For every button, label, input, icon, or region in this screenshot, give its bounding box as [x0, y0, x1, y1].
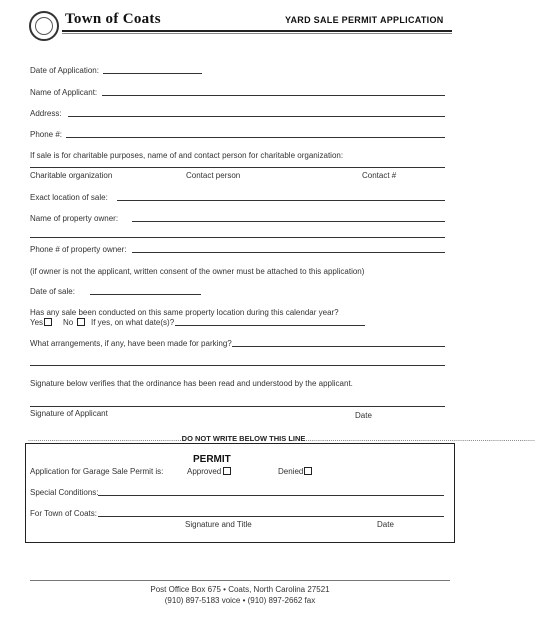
- applicant-date-label: Date: [355, 411, 372, 420]
- applicant-name-field[interactable]: [102, 95, 445, 96]
- prior-sale-dates-field[interactable]: [175, 325, 365, 326]
- property-owner-field-2[interactable]: [30, 237, 445, 238]
- header-rule-thin: [62, 33, 452, 34]
- address-field[interactable]: [68, 116, 445, 117]
- no-checkbox[interactable]: [77, 318, 85, 326]
- parking-field-2[interactable]: [30, 365, 445, 366]
- contact-person-label: Contact person: [186, 171, 241, 180]
- phone-field[interactable]: [66, 137, 445, 138]
- yes-checkbox[interactable]: [44, 318, 52, 326]
- property-owner-field[interactable]: [132, 221, 445, 222]
- parking-field[interactable]: [232, 346, 445, 347]
- yes-label: Yes: [30, 318, 44, 327]
- applicant-signature-field[interactable]: [30, 406, 445, 407]
- seal-icon: [29, 11, 59, 41]
- footer-address: Post Office Box 675 • Coats, North Carolina 27521: [150, 585, 330, 594]
- owner-phone-field[interactable]: [132, 252, 445, 253]
- parking-question: What arrangements, if any, have been made for parking?: [30, 339, 232, 348]
- for-town-label: For Town of Coats:: [30, 509, 97, 518]
- address-label: Address:: [30, 109, 62, 118]
- header-rule: [62, 30, 452, 32]
- town-signature-field[interactable]: [98, 516, 444, 517]
- do-not-write-label: DO NOT WRITE BELOW THIS LINE: [181, 434, 306, 443]
- approved-label: Approved: [187, 467, 222, 476]
- consent-note: (if owner is not the applicant, written consent of the owner must be attached to this application): [30, 267, 365, 276]
- approved-checkbox[interactable]: [223, 467, 231, 475]
- date-of-application-label: Date of Application:: [30, 66, 99, 75]
- exact-location-label: Exact location of sale:: [30, 193, 108, 202]
- prior-sale-question: Has any sale been conducted on this same property location during this calendar year?: [30, 308, 339, 317]
- charitable-question: If sale is for charitable purposes, name of and contact person for charitable organization:: [30, 151, 344, 160]
- form-title: YARD SALE PERMIT APPLICATION: [285, 15, 444, 25]
- signature-statement: Signature below verifies that the ordinance has been read and understood by the applicant.: [30, 379, 353, 388]
- charitable-org-label: Charitable organization: [30, 171, 113, 180]
- owner-phone-label: Phone # of property owner:: [30, 245, 127, 254]
- charitable-field[interactable]: [30, 167, 445, 168]
- date-of-sale-field[interactable]: [90, 294, 201, 295]
- exact-location-field[interactable]: [117, 200, 445, 201]
- special-conditions-label: Special Conditions:: [30, 488, 99, 497]
- applicant-signature-label: Signature of Applicant: [30, 409, 108, 418]
- applicant-name-label: Name of Applicant:: [30, 88, 98, 97]
- denied-label: Denied: [278, 467, 304, 476]
- do-not-write-divider: ...............................................................................DO NOT WRITE BELOW THIS LINE......................................................................................................................: [28, 434, 535, 443]
- permit-application-label: Application for Garage Sale Permit is:: [30, 467, 164, 476]
- phone-label: Phone #:: [30, 130, 63, 139]
- footer-rule: [30, 580, 450, 581]
- if-yes-label: If yes, on what date(s)?: [91, 318, 175, 327]
- special-conditions-field[interactable]: [98, 495, 444, 496]
- denied-checkbox[interactable]: [304, 467, 312, 475]
- no-label: No: [63, 318, 74, 327]
- property-owner-label: Name of property owner:: [30, 214, 119, 223]
- permit-date-label: Date: [377, 520, 394, 529]
- date-of-sale-label: Date of sale:: [30, 287, 75, 296]
- signature-title-label: Signature and Title: [185, 520, 252, 529]
- contact-number-label: Contact #: [362, 171, 397, 180]
- permit-title: PERMIT: [193, 454, 231, 465]
- date-of-application-field[interactable]: [103, 73, 202, 74]
- footer-phone: (910) 897-5183 voice • (910) 897-2662 fax: [164, 596, 316, 605]
- town-name: Town of Coats: [65, 11, 161, 27]
